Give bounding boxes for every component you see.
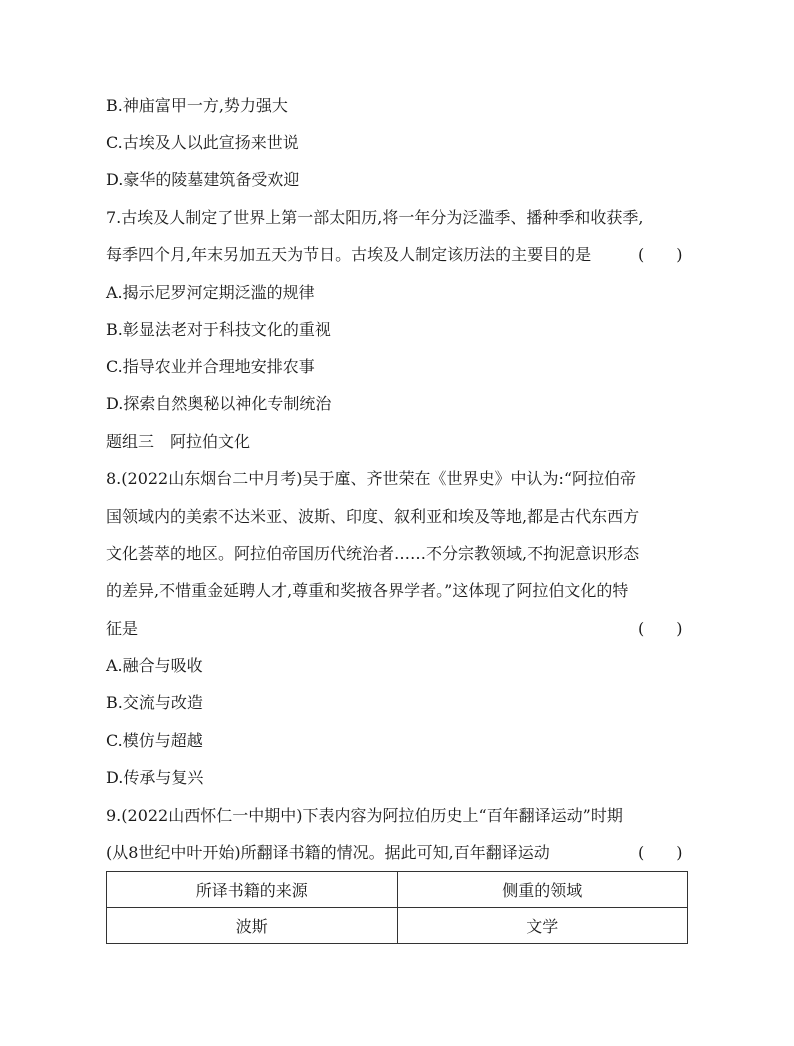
question-8-line-5: 征是 [106, 619, 139, 638]
table-cell: 波斯 [107, 908, 398, 944]
question-7-line-1: 7.古埃及人制定了世界上第一部太阳历,将一年分为泛滥季、播种季和收获季, [106, 208, 644, 227]
option-8c: C.模仿与超越 [106, 731, 203, 750]
table-header-cell: 侧重的领域 [397, 872, 688, 908]
option-8b: B.交流与改造 [106, 693, 203, 712]
table-header-cell: 所译书籍的来源 [107, 872, 398, 908]
option-7a: A.揭示尼罗河定期泛滥的规律 [106, 283, 315, 302]
translation-table [106, 871, 688, 944]
option-7b: B.彰显法老对于科技文化的重视 [106, 320, 331, 339]
option-7d: D.探索自然奥秘以神化专制统治 [106, 394, 332, 413]
question-9-line-2: (从8世纪中叶开始)所翻译书籍的情况。据此可知,百年翻译运动 [106, 843, 550, 862]
section-heading: 题组三 阿拉伯文化 [106, 432, 251, 451]
question-8-line-4: 的差异,不惜重金延聘人才,尊重和奖掖各界学者。”这体现了阿拉伯文化的特 [106, 581, 629, 600]
table-header-row [107, 872, 688, 908]
option-7c: C.指导农业并合理地安排农事 [106, 357, 315, 376]
question-8-line-3: 文化荟萃的地区。阿拉伯帝国历代统治者……不分宗教领域,不拘泥意识形态 [106, 544, 640, 563]
table-row [107, 908, 688, 944]
question-9-line-1: 9.(2022山西怀仁一中期中)下表内容为阿拉伯历史上“百年翻译运动”时期 [106, 806, 623, 825]
option-8a: A.融合与吸收 [106, 656, 203, 675]
answer-paren-q8: ( ) [638, 619, 683, 638]
question-7-line-2: 每季四个月,年末另加五天为节日。古埃及人制定该历法的主要目的是 [106, 245, 592, 264]
option-8d: D.传承与复兴 [106, 768, 204, 787]
table-cell: 文学 [397, 908, 688, 944]
answer-paren-q9: ( ) [638, 843, 683, 862]
question-8-line-1: 8.(2022山东烟台二中月考)吴于廑、齐世荣在《世界史》中认为:“阿拉伯帝 [106, 469, 637, 488]
option-6b: B.神庙富甲一方,势力强大 [106, 96, 288, 115]
answer-paren-q7: ( ) [638, 245, 683, 264]
option-6c: C.古埃及人以此宣扬来世说 [106, 133, 299, 152]
option-6d: D.豪华的陵墓建筑备受欢迎 [106, 170, 300, 189]
question-8-line-2: 国领域内的美索不达米亚、波斯、印度、叙利亚和埃及等地,都是古代东西方 [106, 507, 640, 526]
